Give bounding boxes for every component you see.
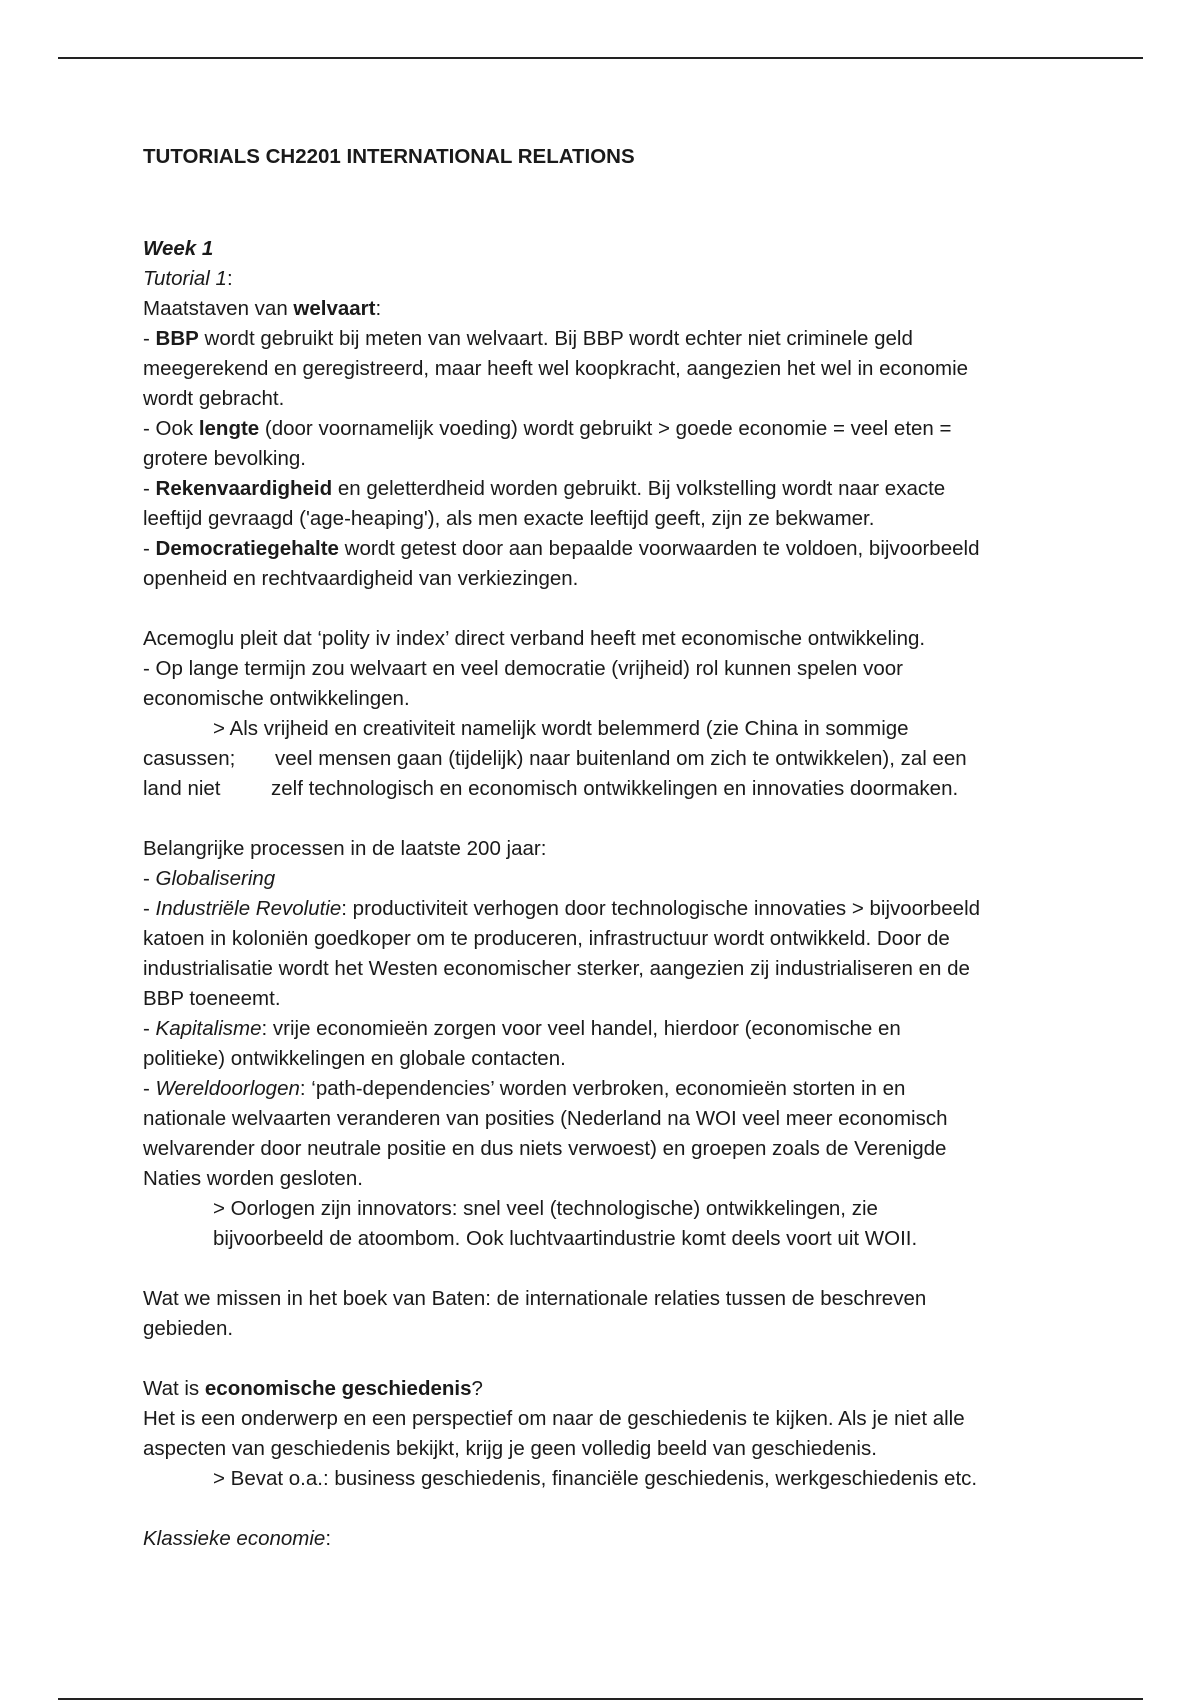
acemoglu-subpoint: > Als vrijheid en creativiteit namelijk wordt belemmerd (zie China in sommige xyxy=(213,717,909,740)
economische-geschiedenis-subpoint: > Bevat o.a.: business geschiedenis, financiële geschiedenis, werkgeschiedenis etc. xyxy=(213,1467,978,1490)
klassieke-economie-heading: Klassieke economie: xyxy=(143,1527,332,1550)
document-title: TUTORIALS CH2201 INTERNATIONAL RELATIONS xyxy=(143,145,635,168)
lengte-item: - Ook lengte (door voornamelijk voeding) wordt gebruikt > goede economie = veel eten = xyxy=(143,417,952,440)
wereldoorlogen-subpoint: > Oorlogen zijn innovators: snel veel (technologische) ontwikkelingen, zie xyxy=(213,1197,878,1220)
industriele-revolutie-cont: BBP toeneemt. xyxy=(143,987,281,1010)
acemoglu-paragraph: Acemoglu pleit dat ‘polity iv index’ direct verband heeft met economische ontwikkeling. xyxy=(143,627,926,650)
acemoglu-subpoint-cont: land niet zelf technologisch en economisch ontwikkelingen en innovaties doormaken. xyxy=(143,777,959,800)
bbp-item: - BBP wordt gebruikt bij meten van welvaart. Bij BBP wordt echter niet criminele geld xyxy=(143,327,913,350)
wereldoorlogen-item: - Wereldoorlogen: ‘path-dependencies’ worden verbroken, economieën storten in en xyxy=(143,1077,906,1100)
industriele-revolutie-cont: industrialisatie wordt het Westen economischer sterker, aangezien zij industrialiseren en de xyxy=(143,957,970,980)
democratie-item: - Democratiegehalte wordt getest door aan bepaalde voorwaarden te voldoen, bijvoorbeeld xyxy=(143,537,980,560)
acemoglu-subpoint-cont: casussen; veel mensen gaan (tijdelijk) naar buitenland om zich te ontwikkelen), zal een xyxy=(143,747,967,770)
wereldoorlogen-cont: nationale welvaarten veranderen van posities (Nederland na WOI veel meer economisch xyxy=(143,1107,948,1130)
acemoglu-point-cont: economische ontwikkelingen. xyxy=(143,687,410,710)
wereldoorlogen-subpoint-cont: bijvoorbeeld de atoombom. Ook luchtvaartindustrie komt deels voort uit WOII. xyxy=(213,1227,918,1250)
acemoglu-point: - Op lange termijn zou welvaart en veel democratie (vrijheid) rol kunnen spelen voor xyxy=(143,657,904,680)
economische-geschiedenis-answer-cont: aspecten van geschiedenis bekijkt, krijg je geen volledig beeld van geschiedenis. xyxy=(143,1437,877,1460)
rekenvaardigheid-item-cont: leeftijd gevraagd ('age-heaping'), als men exacte leeftijd geeft, zijn ze bekwamer. xyxy=(143,507,875,530)
baten-paragraph-cont: gebieden. xyxy=(143,1317,234,1340)
bbp-item-cont: meegerekend en geregistreerd, maar heeft wel koopkracht, aangezien het wel in economie xyxy=(143,357,969,380)
economische-geschiedenis-answer: Het is een onderwerp en een perspectief om naar de geschiedenis te kijken. Als je niet alle xyxy=(143,1407,965,1430)
wereldoorlogen-cont: welvarender door neutrale positie en dus niets verwoest) en groepen zoals de Verenigde xyxy=(143,1137,947,1160)
economische-geschiedenis-question: Wat is economische geschiedenis? xyxy=(143,1377,483,1400)
wereldoorlogen-cont: Naties worden gesloten. xyxy=(143,1167,363,1190)
industriele-revolutie-item: - Industriële Revolutie: productiviteit verhogen door technologische innovaties > bijvoorbeeld xyxy=(143,897,981,920)
processen-heading: Belangrijke processen in de laatste 200 jaar: xyxy=(143,837,547,860)
globalisering-item: - Globalisering xyxy=(143,867,276,890)
democratie-item-cont: openheid en rechtvaardigheid van verkiezingen. xyxy=(143,567,579,590)
baten-paragraph: Wat we missen in het boek van Baten: de internationale relaties tussen de beschreven xyxy=(143,1287,927,1310)
bbp-item-cont: wordt gebracht. xyxy=(143,387,285,410)
lengte-item-cont: grotere bevolking. xyxy=(143,447,306,470)
maatstaven-heading: Maatstaven van welvaart: xyxy=(143,297,382,320)
kapitalisme-item: - Kapitalisme: vrije economieën zorgen voor veel handel, hierdoor (economische en xyxy=(143,1017,901,1040)
kapitalisme-cont: politieke) ontwikkelingen en globale contacten. xyxy=(143,1047,566,1070)
rekenvaardigheid-item: - Rekenvaardigheid en geletterdheid worden gebruikt. Bij volkstelling wordt naar exacte xyxy=(143,477,946,500)
week-heading: Week 1 xyxy=(143,237,214,260)
header-rule xyxy=(58,57,1143,59)
document-body xyxy=(143,142,1055,1554)
industriele-revolutie-cont: katoen in koloniën goedkoper om te produceren, infrastructuur wordt ontwikkeld. Door de xyxy=(143,927,950,950)
tutorial-heading: Tutorial 1: xyxy=(143,267,233,290)
